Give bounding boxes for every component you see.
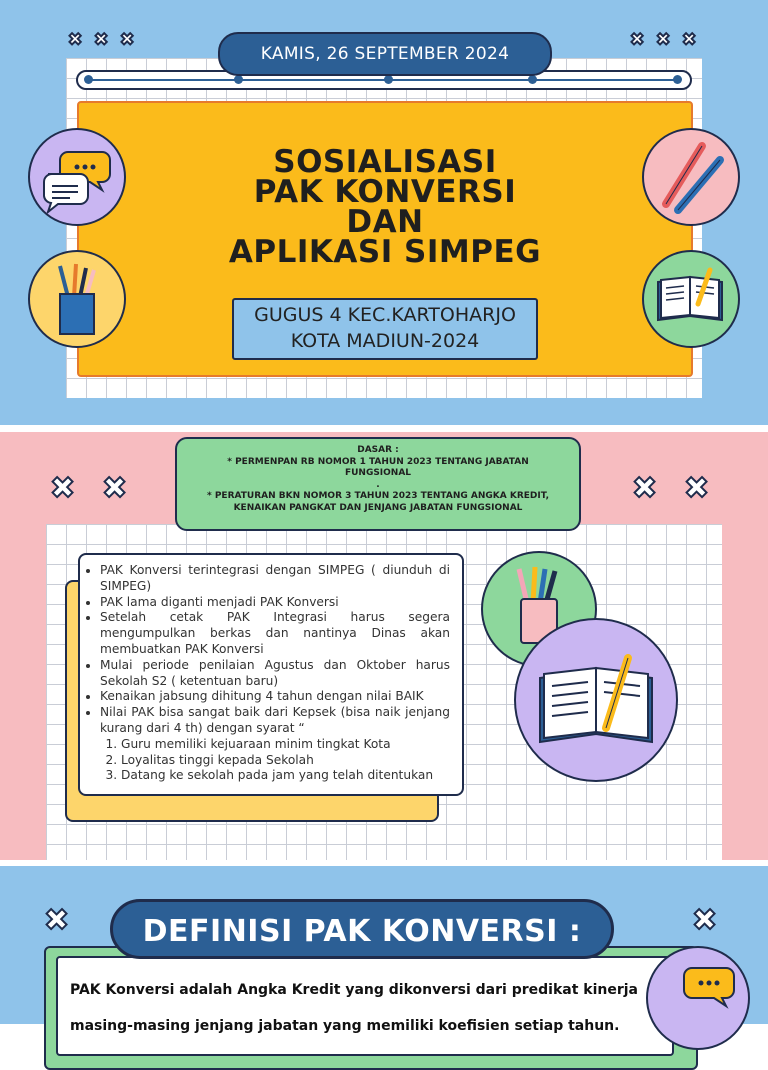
pencil-cup-icon [28, 250, 126, 348]
list-item: • PAK Konversi terintegrasi dengan SIMPEG ( diunduh di SIMPEG) [100, 563, 450, 595]
list-item: • PAK lama diganti menjadi PAK Konversi [100, 595, 450, 611]
pen-icon [642, 128, 740, 226]
cross-icon: ✖ [50, 471, 76, 506]
list-item: 2. Loyalitas tinggi kepada Sekolah [121, 753, 450, 769]
chat-bubble-icon [646, 946, 750, 1050]
subtitle-line: KOTA MADIUN-2024 [290, 330, 480, 352]
cross-icon: ✖ [692, 903, 718, 938]
notebook-icon [642, 250, 740, 348]
dasar-item: * PERMENPAN RB NOMOR 1 TAHUN 2023 TENTANG JABATAN FUNGSIONAL [227, 456, 529, 478]
title-card [77, 101, 693, 377]
cross-icon: ✖ [656, 30, 671, 50]
cross-icon: ✖ [684, 471, 710, 506]
cross-icon: ✖ [120, 30, 135, 50]
dasar-separator: . [376, 479, 380, 490]
cross-icon: ✖ [68, 30, 83, 50]
cross-icon: ✖ [630, 30, 645, 50]
cross-icon: ✖ [94, 30, 109, 50]
list-item: • Nilai PAK bisa sangat baik dari Kepsek (bisa naik jenjang kurang dari 4 th) dengan syarat “ [100, 705, 450, 737]
list-item: 3. Datang ke sekolah pada jam yang telah ditentukan [121, 768, 450, 784]
subtitle-line: GUGUS 4 KEC.KARTOHARJO [254, 304, 516, 326]
title-line: PAK KONVERSI [253, 174, 517, 210]
dasar-heading: DASAR : [357, 445, 399, 455]
title-line: DAN [346, 204, 424, 240]
title-line: APLIKASI SIMPEG [228, 234, 542, 270]
points-card [78, 553, 464, 796]
cross-icon: ✖ [102, 471, 128, 506]
list-item: • Kenaikan jabsung dihitung 4 tahun dengan nilai BAIK [100, 689, 450, 705]
list-item: • Mulai periode penilaian Agustus dan Oktober harus Sekolah S2 ( ketentuan baru) [100, 658, 450, 690]
notebook-icon [514, 618, 678, 782]
definition-card [56, 956, 674, 1056]
subtitle-box [232, 298, 538, 360]
slide-title [0, 0, 768, 425]
bullet-list [88, 563, 450, 737]
definition-heading: DEFINISI PAK KONVERSI : [110, 899, 614, 959]
dasar-box [175, 437, 581, 531]
date-badge: KAMIS, 26 SEPTEMBER 2024 [218, 32, 552, 76]
cross-icon: ✖ [632, 471, 658, 506]
cross-icon: ✖ [44, 903, 70, 938]
definition-line: PAK Konversi adalah Angka Kredit yang dikonversi dari predikat kinerja [70, 982, 638, 998]
definition-line: masing-masing jenjang jabatan yang memiliki koefisien setiap tahun. [70, 1018, 620, 1034]
dasar-item: * PERATURAN BKN NOMOR 3 TAHUN 2023 TENTANG ANGKA KREDIT, KENAIKAN PANGKAT DAN JENJANG JABATAN FUNGSIONAL [206, 491, 549, 513]
title-line: SOSIALISASI [273, 144, 497, 180]
list-item: • Setelah cetak PAK Integrasi harus segera mengumpulkan berkas dan nantinya Dinas akan membuatkan PAK Konversi [100, 610, 450, 657]
chat-bubble-icon [28, 128, 126, 226]
cross-icon: ✖ [682, 30, 697, 50]
numbered-list [88, 737, 450, 784]
list-item: 1. Guru memiliki kejuaraan minim tingkat Kota [121, 737, 450, 753]
page-title [79, 144, 691, 270]
